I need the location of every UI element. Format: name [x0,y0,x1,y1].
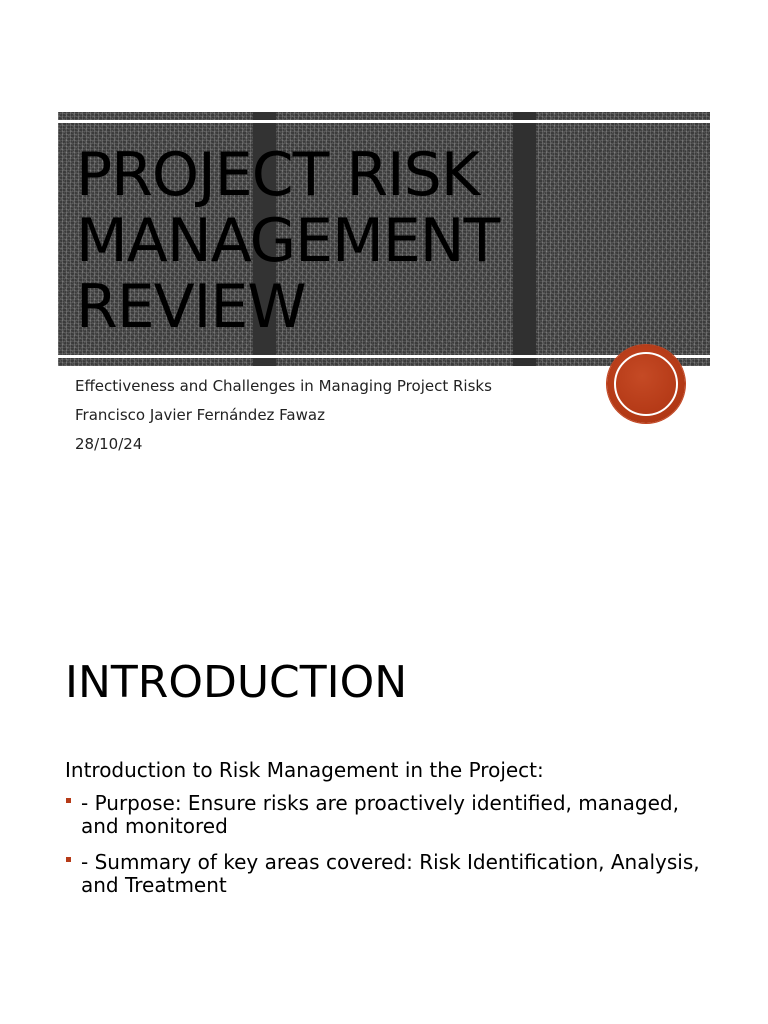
banner-bottom-rule [58,355,710,358]
slide-subtitle: Effectiveness and Challenges in Managing Project Risks [75,377,492,395]
intro-lead-text: Introduction to Risk Management in the Project: [65,758,544,782]
subtitle-block [75,372,595,459]
square-bullet-icon [66,798,71,803]
bullet-text: - Summary of key areas covered: Risk Identification, Analysis, and Treatment [81,850,700,897]
slide-title: PROJECT RISK MANAGEMENT REVIEW [76,140,500,342]
list-item [65,792,705,838]
decorative-circle-badge [607,345,685,423]
badge-inner-ring [614,352,678,416]
intro-heading: INTRODUCTION [65,657,408,708]
author-name: Francisco Javier Fernández Fawaz [75,406,325,424]
intro-bullet-list [65,792,705,910]
bullet-text: - Purpose: Ensure risks are proactively identified, managed, and monitored [81,791,679,838]
banner-top-rule [58,120,710,123]
square-bullet-icon [66,857,71,862]
list-item [65,851,705,897]
title-banner [58,112,710,366]
presentation-date: 28/10/24 [75,435,143,453]
